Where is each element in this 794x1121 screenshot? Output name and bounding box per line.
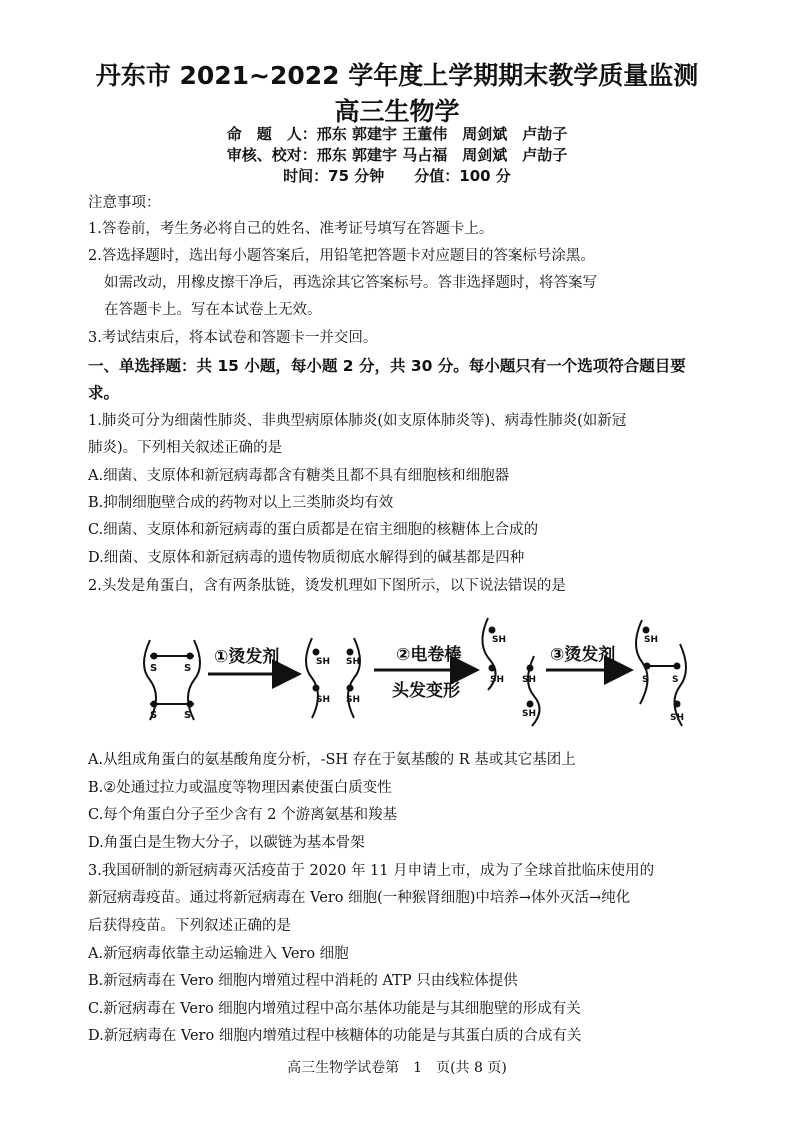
s-label: S xyxy=(150,663,158,674)
step-2-label: ②电卷棒 xyxy=(396,645,462,665)
q2-option-a: A.从组成角蛋白的氨基酸角度分析，-SH 存在于氨基酸的 R 基或其它基团上 xyxy=(88,752,576,768)
q3-option-d: D.新冠病毒在 Vero 细胞内增殖过程中核糖体的功能是与其蛋白质的合成有关 xyxy=(88,1028,582,1044)
q1-stem: 1.肺炎可分为细菌性肺炎、非典型病原体肺炎(如支原体肺炎等)、病毒性肺炎(如新冠 xyxy=(88,413,627,429)
sh-label: SH xyxy=(492,635,507,645)
page-footer: 高三生物学试卷第 1 页(共 8 页) xyxy=(287,1060,507,1076)
time-score-line: 时间：75 分钟 分值：100 分 xyxy=(283,167,511,185)
sh-label: SH xyxy=(522,675,537,685)
sh-label: SH xyxy=(316,657,331,667)
q3-stem: 3.我国研制的新冠病毒灭活疫苗于 2020 年 11 月申请上市，成为了全球首批临床使用的 xyxy=(88,863,655,879)
q1-option-d: D.细菌、支原体和新冠病毒的遗传物质彻底水解得到的碱基都是四种 xyxy=(88,550,525,566)
step-2-sublabel: 头发变形 xyxy=(392,681,460,701)
structure-crosslinked xyxy=(144,640,200,720)
s-label: S xyxy=(672,675,679,685)
sh-label: SH xyxy=(346,657,361,667)
sh-label: SH xyxy=(670,713,685,723)
section-heading-cont: 求。 xyxy=(88,384,120,402)
q1-option-b: B.抑制细胞壁合成的药物对以上三类肺炎均有效 xyxy=(88,495,394,511)
q2-option-b: B.②处通过拉力或温度等物理因素使蛋白质变性 xyxy=(88,780,392,796)
q3-stem-cont2: 后获得疫苗。下列叙述正确的是 xyxy=(88,918,291,934)
q3-option-c: C.新冠病毒在 Vero 细胞内增殖过程中高尔基体功能是与其细胞壁的形成有关 xyxy=(88,1001,581,1017)
s-label: S xyxy=(642,675,649,685)
q3-stem-cont: 新冠病毒疫苗。通过将新冠病毒在 Vero 细胞(一种猴肾细胞)中培养→体外灭活→纯化 xyxy=(88,890,631,906)
step-1-label: ①烫发剂 xyxy=(214,647,280,667)
q3-option-b: B.新冠病毒在 Vero 细胞内增殖过程中消耗的 ATP 只由线粒体提供 xyxy=(88,973,518,989)
notice-item-2-cont: 如需改动，用橡皮擦干净后，再选涂其它答案标号。答非选择题时，将答案写 xyxy=(104,275,597,291)
s-label: S xyxy=(150,710,158,721)
authors-line: 命 题 人：邢东 郭建宇 王董伟 周剑斌 卢劼子 xyxy=(226,125,568,143)
sh-label: SH xyxy=(346,695,361,705)
notice-item-3: 3.考试结束后，将本试卷和答题卡一并交回。 xyxy=(88,330,378,346)
q2-option-d: D.角蛋白是生物大分子，以碳链为基本骨架 xyxy=(88,835,365,851)
exam-subject: 高三生物学 xyxy=(334,97,460,126)
sh-label: SH xyxy=(490,675,505,685)
exam-title: 丹东市 2021~2022 学年度上学期期末教学质量监测 xyxy=(95,61,699,90)
notice-item-2-cont2: 在答题卡上。写在本试卷上无效。 xyxy=(104,302,322,318)
sh-label: SH xyxy=(644,635,659,645)
q1-stem-cont: 肺炎)。下列相关叙述正确的是 xyxy=(88,440,283,456)
q2-stem: 2.头发是角蛋白，含有两条肽链，烫发机理如下图所示，以下说法错误的是 xyxy=(88,578,566,594)
notice-item-2: 2.答选择题时，选出每小题答案后，用铅笔把答题卡对应题目的答案标号涂黑。 xyxy=(88,248,595,264)
notice-item-1: 1.答卷前，考生务必将自己的姓名、准考证号填写在答题卡上。 xyxy=(88,221,494,237)
q1-option-a: A.细菌、支原体和新冠病毒都含有糖类且都不具有细胞核和细胞器 xyxy=(88,468,510,484)
q1-option-c: C.细菌、支原体和新冠病毒的蛋白质都是在宿主细胞的核糖体上合成的 xyxy=(88,522,539,538)
sh-label: SH xyxy=(316,695,331,705)
s-label: S xyxy=(184,663,192,674)
notice-heading: 注意事项： xyxy=(88,195,161,211)
s-label: S xyxy=(184,710,192,721)
perm-mechanism-diagram xyxy=(120,608,710,733)
q2-option-c: C.每个角蛋白分子至少含有 2 个游离氨基和羧基 xyxy=(88,807,398,823)
step-3-label: ③烫发剂 xyxy=(550,645,616,665)
sh-label: SH xyxy=(522,709,537,719)
reviewers-line: 审核、校对：邢东 郭建宇 马占福 周剑斌 卢劼子 xyxy=(226,146,568,164)
section-heading: 一、单选择题：共 15 小题，每小题 2 分，共 30 分。每小题只有一个选项符合题目要 xyxy=(88,357,686,375)
q3-option-a: A.新冠病毒依靠主动运输进入 Vero 细胞 xyxy=(88,946,349,962)
